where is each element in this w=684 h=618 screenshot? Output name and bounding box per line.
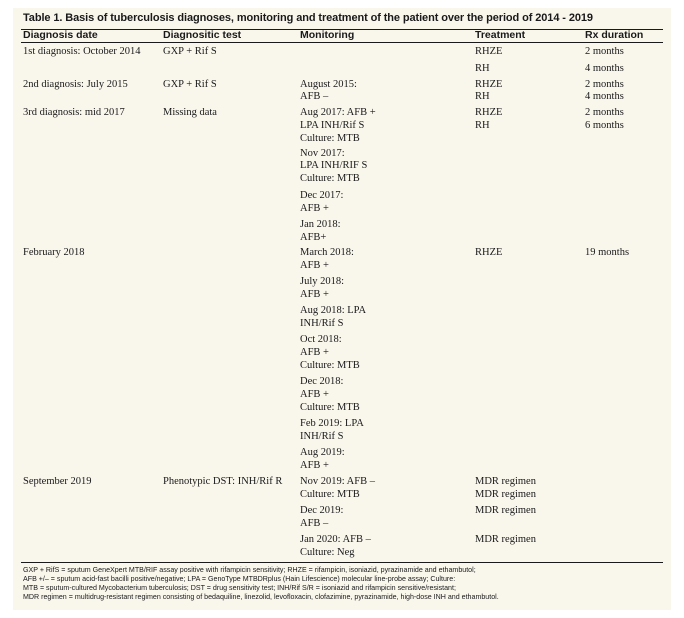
header-rule (21, 42, 663, 43)
monitoring-line: Culture: MTB (300, 133, 360, 144)
monitoring-line: AFB + (300, 389, 329, 400)
treatment-line: MDR regimen (475, 534, 536, 545)
treatment-line: MDR regimen (475, 505, 536, 516)
header-rx-duration: Rx duration (585, 29, 644, 41)
monitoring-line: AFB + (300, 203, 329, 214)
treatment-line: RH (475, 120, 490, 131)
monitoring-line: July 2018: (300, 276, 345, 287)
monitoring-line: LPA INH/Rif S (300, 120, 365, 131)
monitoring-line: Aug 2017: AFB + (300, 107, 376, 118)
monitoring-line: Dec 2018: (300, 376, 344, 387)
monitoring-line: AFB – (300, 91, 329, 102)
footnote-line: GXP + RifS = sputum GeneXpert MTB/RIF assay positive with rifampicin sensitivity; RHZE = rifampicin, isoniazid, pyrazinamide and ethambutol; (23, 566, 476, 574)
monitoring-line: AFB + (300, 347, 329, 358)
treatment-line: RHZE (475, 79, 503, 90)
treatment-line: RHZE (475, 46, 503, 57)
treatment-line: MDR regimen (475, 489, 536, 500)
treatment-line: MDR regimen (475, 476, 536, 487)
diagnosis-date-cell: February 2018 (23, 247, 85, 258)
diagnosis-date-cell: 3rd diagnosis: mid 2017 (23, 107, 125, 118)
treatment-line: RHZE (475, 247, 503, 258)
diagnosis-date-cell: 1st diagnosis: October 2014 (23, 46, 141, 57)
duration-line: 2 months (585, 107, 624, 118)
monitoring-line: Oct 2018: (300, 334, 342, 345)
monitoring-line: AFB + (300, 260, 329, 271)
monitoring-line: LPA INH/RIF S (300, 160, 368, 171)
monitoring-line: Culture: MTB (300, 360, 360, 371)
monitoring-line: Nov 2019: AFB – (300, 476, 375, 487)
monitoring-line: Culture: MTB (300, 402, 360, 413)
monitoring-line: Culture: Neg (300, 547, 355, 558)
duration-line: 19 months (585, 247, 630, 258)
monitoring-line: Aug 2018: LPA (300, 305, 367, 316)
diagnostic-test-cell: Missing data (163, 107, 217, 118)
bottom-rule (21, 562, 663, 563)
diagnostic-test-cell: GXP + Rif S (163, 79, 217, 90)
monitoring-line: Dec 2019: (300, 505, 344, 516)
diagnosis-date-cell: September 2019 (23, 476, 92, 487)
monitoring-line: Nov 2017: (300, 148, 345, 159)
header-treatment: Treatment (475, 29, 526, 41)
table-panel (13, 8, 671, 610)
duration-line: 4 months (585, 63, 624, 74)
monitoring-line: Jan 2020: AFB – (300, 534, 371, 545)
duration-line: 2 months (585, 79, 624, 90)
monitoring-line: Jan 2018: (300, 219, 341, 230)
monitoring-line: AFB + (300, 460, 329, 471)
footnote-line: MTB = sputum-cultured Mycobacterium tuberculosis; DST = drug sensitivity test; INH/Rif S/R = isoniazid and rifampicin sensitive/resistant; (23, 584, 456, 592)
header-diagnosis-date: Diagnosis date (23, 29, 98, 41)
monitoring-line: Culture: MTB (300, 489, 360, 500)
diagnosis-date-cell: 2nd diagnosis: July 2015 (23, 79, 128, 90)
monitoring-line: AFB + (300, 289, 329, 300)
diagnostic-test-cell: GXP + Rif S (163, 46, 217, 57)
monitoring-line: Dec 2017: (300, 190, 344, 201)
treatment-line: RH (475, 91, 490, 102)
duration-line: 2 months (585, 46, 624, 57)
monitoring-line: Aug 2019: (300, 447, 345, 458)
table-title: Table 1. Basis of tuberculosis diagnoses, monitoring and treatment of the patient over the period of 2014 - 2019 (23, 12, 593, 24)
monitoring-line: Culture: MTB (300, 173, 360, 184)
header-diagnostic-test: Diagnositic test (163, 29, 242, 41)
duration-line: 6 months (585, 120, 624, 131)
monitoring-line: AFB+ (300, 232, 327, 243)
monitoring-line: AFB – (300, 518, 329, 529)
header-monitoring: Monitoring (300, 29, 355, 41)
monitoring-line: March 2018: (300, 247, 354, 258)
monitoring-line: Feb 2019: LPA (300, 418, 364, 429)
footnotes (23, 566, 499, 602)
duration-line: 4 months (585, 91, 624, 102)
footnote-line: MDR regimen = multidrug-resistant regimen consisting of bedaquiline, linezolid, levofloxacin, clofazimine, pyrazinamide, high-dose INH and ethambutol. (23, 593, 499, 601)
diagnostic-test-cell: Phenotypic DST: INH/Rif R (163, 476, 283, 487)
treatment-line: RHZE (475, 107, 503, 118)
treatment-line: RH (475, 63, 490, 74)
monitoring-line: INH/Rif S (300, 318, 344, 329)
monitoring-line: August 2015: (300, 79, 357, 90)
footnote-line: AFB +/– = sputum acid-fast bacilli positive/negative; LPA = GenoType MTBDRplus (Hain Lifescience) molecular line-probe assay; Culture: (23, 575, 456, 583)
monitoring-line: INH/Rif S (300, 431, 344, 442)
